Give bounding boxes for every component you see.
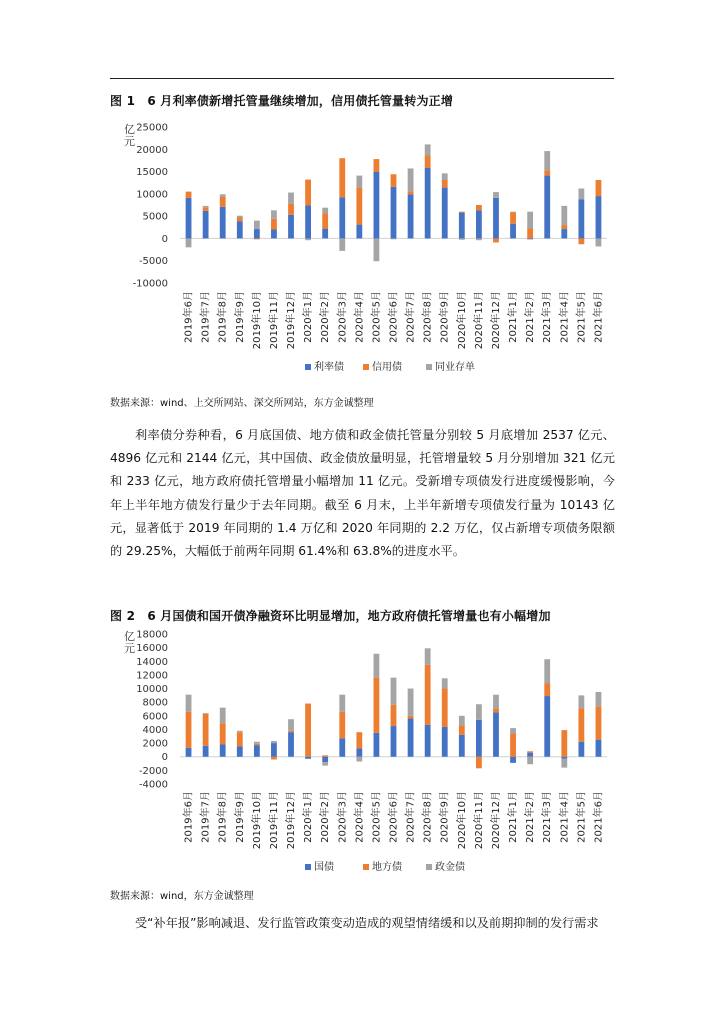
bar-segment-b bbox=[476, 757, 482, 769]
x-tick-label: 2020年2月 bbox=[320, 291, 332, 343]
x-tick-label: 2021年5月 bbox=[576, 791, 588, 843]
bar-segment-b bbox=[186, 712, 192, 748]
bar-segment-c bbox=[288, 193, 294, 204]
figure-2-title: 图 2 6 月国债和国开债净融资环比明显增加，地方政府债托管增量也有小幅增加 bbox=[110, 609, 551, 623]
bar-segment-a bbox=[220, 744, 226, 756]
bar-segment-b bbox=[237, 217, 243, 221]
bar-segment-b bbox=[203, 714, 209, 746]
figure-2-chart bbox=[110, 630, 615, 880]
bar-segment-b bbox=[220, 723, 226, 744]
bar-segment-c bbox=[254, 221, 260, 229]
bar-segment-c bbox=[544, 659, 550, 683]
bar-segment-c bbox=[544, 151, 550, 170]
x-tick-label: 2020年1月 bbox=[303, 791, 315, 843]
bar-segment-b bbox=[408, 191, 414, 194]
x-tick-label: 2019年6月 bbox=[183, 291, 195, 343]
bar-segment-a bbox=[493, 198, 499, 239]
bar-segment-a bbox=[391, 726, 397, 757]
bar-segment-c bbox=[186, 238, 192, 247]
x-tick-label: 2020年10月 bbox=[456, 791, 468, 850]
y-tick-label: 8000 bbox=[142, 697, 168, 709]
bar-segment-a bbox=[322, 229, 328, 239]
bar-segment-a bbox=[459, 735, 465, 757]
x-tick-label: 2019年8月 bbox=[217, 291, 229, 343]
bar-segment-c bbox=[578, 189, 584, 200]
bar-segment-b bbox=[596, 706, 602, 739]
body-paragraph: 利率债分券种看，6 月底国债、地方债和政金债托管量分别较 5 月底增加 2537 亿元、4896 亿元和 2144 亿元，其中国债、政金债放量明显，托管增量较 5 月分别增加 321 亿元和 233 亿元，地方政府债托管增量小幅增加 11 亿元。受新增专项债发行进度缓慢影响，今年上半年地方债发行量少于去年同期。截至 6 月末，上半年新增专项债发行量为 10143 亿元，显著低于 2019 年同期的 1.4 万亿和 2020 年同期的 2.2 万亿，仅占新增专项债务限额的 29.25%，大幅低于前两年同期 61.4%和 63.8%的进度水平。 bbox=[110, 428, 615, 559]
bar-segment-b bbox=[493, 238, 499, 242]
bar-segment-c bbox=[476, 238, 482, 240]
legend-swatch bbox=[305, 364, 311, 370]
legend-label: 政金债 bbox=[435, 862, 465, 873]
bar-segment-b bbox=[408, 716, 414, 719]
bar-segment-c bbox=[596, 692, 602, 706]
x-tick-label: 2020年9月 bbox=[439, 791, 451, 843]
x-tick-label: 2021年4月 bbox=[559, 291, 571, 343]
bar-segment-a bbox=[476, 210, 482, 238]
bar-segment-b bbox=[476, 205, 482, 210]
figure-1-title: 图 1 6 月利率债新增托管量继续增加，信用债托管量转为正增 bbox=[110, 94, 454, 108]
y-tick-label: 20000 bbox=[136, 144, 168, 156]
bar-segment-c bbox=[527, 212, 533, 228]
bar-segment-a bbox=[527, 753, 533, 757]
x-tick-label: 2019年10月 bbox=[251, 791, 263, 850]
x-tick-label: 2020年7月 bbox=[405, 291, 417, 343]
x-tick-label: 2020年8月 bbox=[422, 291, 434, 343]
bar-segment-b bbox=[459, 725, 465, 735]
x-tick-label: 2020年1月 bbox=[303, 291, 315, 343]
bar-segment-b bbox=[510, 734, 516, 757]
x-tick-label: 2019年12月 bbox=[286, 291, 298, 350]
bar-segment-c bbox=[391, 678, 397, 705]
x-tick-label: 2021年5月 bbox=[576, 291, 588, 343]
x-tick-label: 2019年12月 bbox=[286, 791, 298, 850]
bar-segment-b bbox=[237, 732, 243, 746]
y-tick-label: 18000 bbox=[136, 629, 168, 641]
bar-segment-c bbox=[510, 728, 516, 733]
bar-segment-a bbox=[544, 176, 550, 239]
bar-segment-b bbox=[203, 207, 209, 211]
x-tick-label: 2019年11月 bbox=[268, 791, 280, 850]
bar-segment-a bbox=[510, 224, 516, 239]
body-paragraph-continued: 受“补年报”影响减退、发行监管政策变动造成的观望情绪缓和以及前期抑制的发行需求 bbox=[135, 916, 599, 930]
bar-segment-c bbox=[322, 208, 328, 214]
bar-segment-c bbox=[391, 238, 397, 239]
bar-segment-c bbox=[476, 704, 482, 720]
bar-segment-a bbox=[510, 757, 516, 763]
x-tick-label: 2021年2月 bbox=[525, 291, 537, 343]
bar-segment-a bbox=[561, 229, 567, 238]
bar-segment-b bbox=[425, 665, 431, 725]
bar-segment-b bbox=[391, 174, 397, 186]
bar-segment-b bbox=[356, 188, 362, 225]
y-tick-label: 15000 bbox=[136, 167, 168, 179]
header-rule bbox=[110, 78, 614, 79]
bar-segment-b bbox=[339, 712, 345, 739]
bar-segment-a bbox=[203, 211, 209, 239]
y-tick-label: 6000 bbox=[142, 711, 168, 723]
bar-segment-b bbox=[305, 180, 311, 206]
bar-segment-b bbox=[254, 238, 260, 239]
bar-segment-c bbox=[356, 176, 362, 188]
y-tick-label: -5000 bbox=[138, 256, 168, 268]
bar-segment-a bbox=[442, 727, 448, 757]
bar-segment-b bbox=[356, 732, 362, 748]
bar-segment-a bbox=[339, 197, 345, 238]
bar-segment-c bbox=[374, 654, 380, 678]
legend-label: 利率债 bbox=[314, 362, 344, 373]
y-tick-label: 14000 bbox=[136, 656, 168, 668]
x-tick-label: 2020年7月 bbox=[405, 791, 417, 843]
bar-segment-b bbox=[459, 212, 465, 213]
bar-segment-c bbox=[203, 206, 209, 207]
bar-segment-c bbox=[561, 206, 567, 225]
bar-segment-b bbox=[288, 204, 294, 215]
bar-segment-b bbox=[578, 238, 584, 244]
x-tick-label: 2020年5月 bbox=[371, 791, 383, 843]
bar-segment-b bbox=[220, 197, 226, 207]
x-tick-label: 2021年3月 bbox=[542, 791, 554, 843]
bar-segment-a bbox=[237, 747, 243, 757]
bar-segment-b bbox=[544, 683, 550, 696]
x-tick-label: 2019年7月 bbox=[200, 791, 212, 843]
legend-label: 信用债 bbox=[372, 362, 402, 373]
bar-segment-b bbox=[322, 213, 328, 228]
bar-segment-a bbox=[442, 188, 448, 239]
bar-segment-a bbox=[220, 207, 226, 239]
legend-label: 同业存单 bbox=[435, 362, 475, 373]
bar-segment-c bbox=[339, 238, 345, 250]
x-tick-label: 2019年9月 bbox=[234, 791, 246, 843]
bar-segment-b bbox=[374, 159, 380, 172]
x-tick-label: 2020年4月 bbox=[354, 291, 366, 343]
bar-segment-c bbox=[322, 762, 328, 765]
bar-segment-b bbox=[339, 158, 345, 197]
bar-segment-a bbox=[322, 757, 328, 762]
bar-segment-c bbox=[271, 210, 277, 218]
bar-segment-c bbox=[220, 708, 226, 724]
x-tick-label: 2019年9月 bbox=[234, 291, 246, 343]
x-tick-label: 2020年2月 bbox=[320, 791, 332, 843]
bar-segment-a bbox=[391, 187, 397, 239]
y-tick-label: 10000 bbox=[136, 684, 168, 696]
x-tick-label: 2020年12月 bbox=[490, 291, 502, 350]
y-tick-label: -10000 bbox=[132, 278, 168, 290]
bar-segment-b bbox=[510, 212, 516, 224]
x-tick-label: 2021年1月 bbox=[508, 791, 520, 843]
x-tick-label: 2020年10月 bbox=[456, 291, 468, 350]
y-tick-label: 0 bbox=[161, 752, 168, 764]
bar-segment-b bbox=[425, 156, 431, 168]
x-tick-label: 2021年6月 bbox=[593, 791, 605, 843]
bar-segment-a bbox=[408, 194, 414, 238]
bar-segment-a bbox=[186, 198, 192, 239]
bar-segment-b bbox=[527, 228, 533, 238]
figure-2-source: 数据来源：wind，东方金诚整理 bbox=[110, 891, 254, 902]
bar-segment-c bbox=[339, 695, 345, 712]
x-tick-label: 2020年11月 bbox=[473, 791, 485, 850]
bar-segment-c bbox=[442, 173, 448, 180]
x-tick-label: 2021年4月 bbox=[559, 791, 571, 843]
x-tick-label: 2020年9月 bbox=[439, 291, 451, 343]
bar-segment-c bbox=[561, 759, 567, 768]
y-tick-label: 10000 bbox=[136, 189, 168, 201]
bar-segment-c bbox=[288, 719, 294, 731]
bar-segment-a bbox=[339, 738, 345, 756]
bar-segment-c bbox=[203, 713, 209, 714]
figure-1-source: 数据来源：wind、上交所网站、深交所网站，东方金诚整理 bbox=[110, 398, 374, 409]
bar-segment-a bbox=[425, 168, 431, 238]
bar-segment-c bbox=[425, 144, 431, 155]
x-tick-label: 2021年2月 bbox=[525, 791, 537, 843]
bar-segment-c bbox=[425, 648, 431, 664]
bar-segment-c bbox=[578, 695, 584, 708]
legend-swatch bbox=[305, 864, 311, 870]
legend-swatch bbox=[363, 364, 369, 370]
bar-segment-a bbox=[305, 757, 311, 759]
bar-segment-b bbox=[493, 708, 499, 712]
bar-segment-b bbox=[544, 170, 550, 175]
bar-segment-b bbox=[322, 755, 328, 756]
bar-segment-b bbox=[442, 180, 448, 188]
bar-segment-b bbox=[391, 705, 397, 726]
bar-segment-a bbox=[305, 205, 311, 238]
y-tick-label: 5000 bbox=[142, 211, 168, 223]
bar-segment-b bbox=[561, 730, 567, 757]
bar-segment-b bbox=[186, 192, 192, 198]
bar-segment-c bbox=[237, 216, 243, 218]
legend-swatch bbox=[426, 864, 432, 870]
bar-segment-a bbox=[254, 745, 260, 757]
bar-segment-a bbox=[596, 740, 602, 757]
bar-segment-a bbox=[578, 742, 584, 757]
bar-segment-c bbox=[408, 168, 414, 191]
bar-segment-a bbox=[596, 196, 602, 238]
bar-segment-c bbox=[186, 695, 192, 712]
bar-segment-a bbox=[288, 732, 294, 757]
bar-segment-b bbox=[578, 708, 584, 741]
bar-segment-c bbox=[374, 238, 380, 261]
bar-segment-b bbox=[442, 689, 448, 727]
bar-segment-b bbox=[305, 704, 311, 757]
bar-segment-a bbox=[578, 199, 584, 238]
bar-segment-c bbox=[237, 731, 243, 732]
bar-segment-a bbox=[527, 238, 533, 239]
bar-segment-c bbox=[271, 741, 277, 743]
bar-segment-b bbox=[271, 757, 277, 760]
bar-segment-c bbox=[408, 689, 414, 716]
bar-segment-a bbox=[254, 229, 260, 238]
legend-swatch bbox=[363, 864, 369, 870]
bar-segment-c bbox=[220, 194, 226, 197]
bar-segment-c bbox=[459, 238, 465, 239]
bar-segment-c bbox=[254, 742, 260, 744]
x-tick-label: 2019年10月 bbox=[251, 291, 263, 350]
bar-segment-c bbox=[527, 757, 533, 765]
bar-segment-b bbox=[527, 751, 533, 752]
x-tick-label: 2019年6月 bbox=[183, 791, 195, 843]
x-tick-label: 2021年3月 bbox=[542, 291, 554, 343]
bar-segment-a bbox=[237, 221, 243, 238]
bar-segment-c bbox=[596, 238, 602, 246]
bar-segment-b bbox=[254, 744, 260, 745]
x-tick-label: 2019年8月 bbox=[217, 791, 229, 843]
x-tick-label: 2020年4月 bbox=[354, 791, 366, 843]
y-tick-label: -4000 bbox=[138, 779, 168, 791]
x-tick-label: 2021年1月 bbox=[508, 291, 520, 343]
bar-segment-a bbox=[356, 225, 362, 239]
bar-segment-c bbox=[305, 238, 311, 240]
x-tick-label: 2019年11月 bbox=[268, 291, 280, 350]
y-tick-label: 16000 bbox=[136, 643, 168, 655]
y-tick-label: 4000 bbox=[142, 724, 168, 736]
bar-segment-c bbox=[442, 678, 448, 688]
bar-segment-a bbox=[271, 743, 277, 757]
legend-swatch bbox=[426, 364, 432, 370]
figure-1-chart bbox=[110, 118, 615, 378]
x-tick-label: 2020年8月 bbox=[422, 791, 434, 843]
bar-segment-a bbox=[561, 757, 567, 759]
y-tick-label: 2000 bbox=[142, 738, 168, 750]
bar-segment-a bbox=[203, 746, 209, 757]
y-axis-label: 亿元 bbox=[124, 630, 135, 655]
bar-segment-a bbox=[425, 725, 431, 757]
y-tick-label: -2000 bbox=[138, 765, 168, 777]
y-axis-label: 亿元 bbox=[124, 123, 135, 148]
bar-segment-a bbox=[374, 733, 380, 757]
bar-segment-a bbox=[186, 748, 192, 757]
x-tick-label: 2021年6月 bbox=[593, 290, 605, 343]
bar-segment-b bbox=[271, 219, 277, 230]
bar-segment-a bbox=[288, 215, 294, 239]
y-tick-label: 0 bbox=[161, 233, 168, 245]
x-tick-label: 2020年3月 bbox=[337, 791, 349, 843]
x-tick-label: 2020年5月 bbox=[371, 291, 383, 343]
legend-label: 地方债 bbox=[372, 862, 402, 873]
x-tick-label: 2020年12月 bbox=[490, 791, 502, 850]
bar-segment-a bbox=[408, 719, 414, 757]
x-tick-label: 2019年7月 bbox=[200, 291, 212, 343]
bar-segment-b bbox=[288, 731, 294, 732]
bar-segment-b bbox=[561, 225, 567, 229]
bar-segment-b bbox=[596, 180, 602, 196]
bar-segment-a bbox=[459, 213, 465, 239]
bar-segment-a bbox=[476, 720, 482, 757]
y-tick-label: 25000 bbox=[136, 122, 168, 134]
bar-segment-a bbox=[271, 230, 277, 239]
x-tick-label: 2020年6月 bbox=[388, 291, 400, 343]
bar-segment-a bbox=[544, 696, 550, 757]
bar-segment-c bbox=[493, 695, 499, 709]
bar-segment-c bbox=[493, 192, 499, 198]
x-tick-label: 2020年6月 bbox=[388, 791, 400, 843]
bar-segment-c bbox=[356, 757, 362, 762]
x-tick-label: 2020年11月 bbox=[473, 291, 485, 350]
x-tick-label: 2020年3月 bbox=[337, 291, 349, 343]
bar-segment-a bbox=[493, 712, 499, 756]
legend-label: 国债 bbox=[314, 862, 334, 873]
bar-segment-c bbox=[459, 716, 465, 726]
bar-segment-a bbox=[356, 749, 362, 757]
bar-segment-b bbox=[374, 678, 380, 733]
bar-segment-a bbox=[374, 172, 380, 238]
y-tick-label: 12000 bbox=[136, 670, 168, 682]
